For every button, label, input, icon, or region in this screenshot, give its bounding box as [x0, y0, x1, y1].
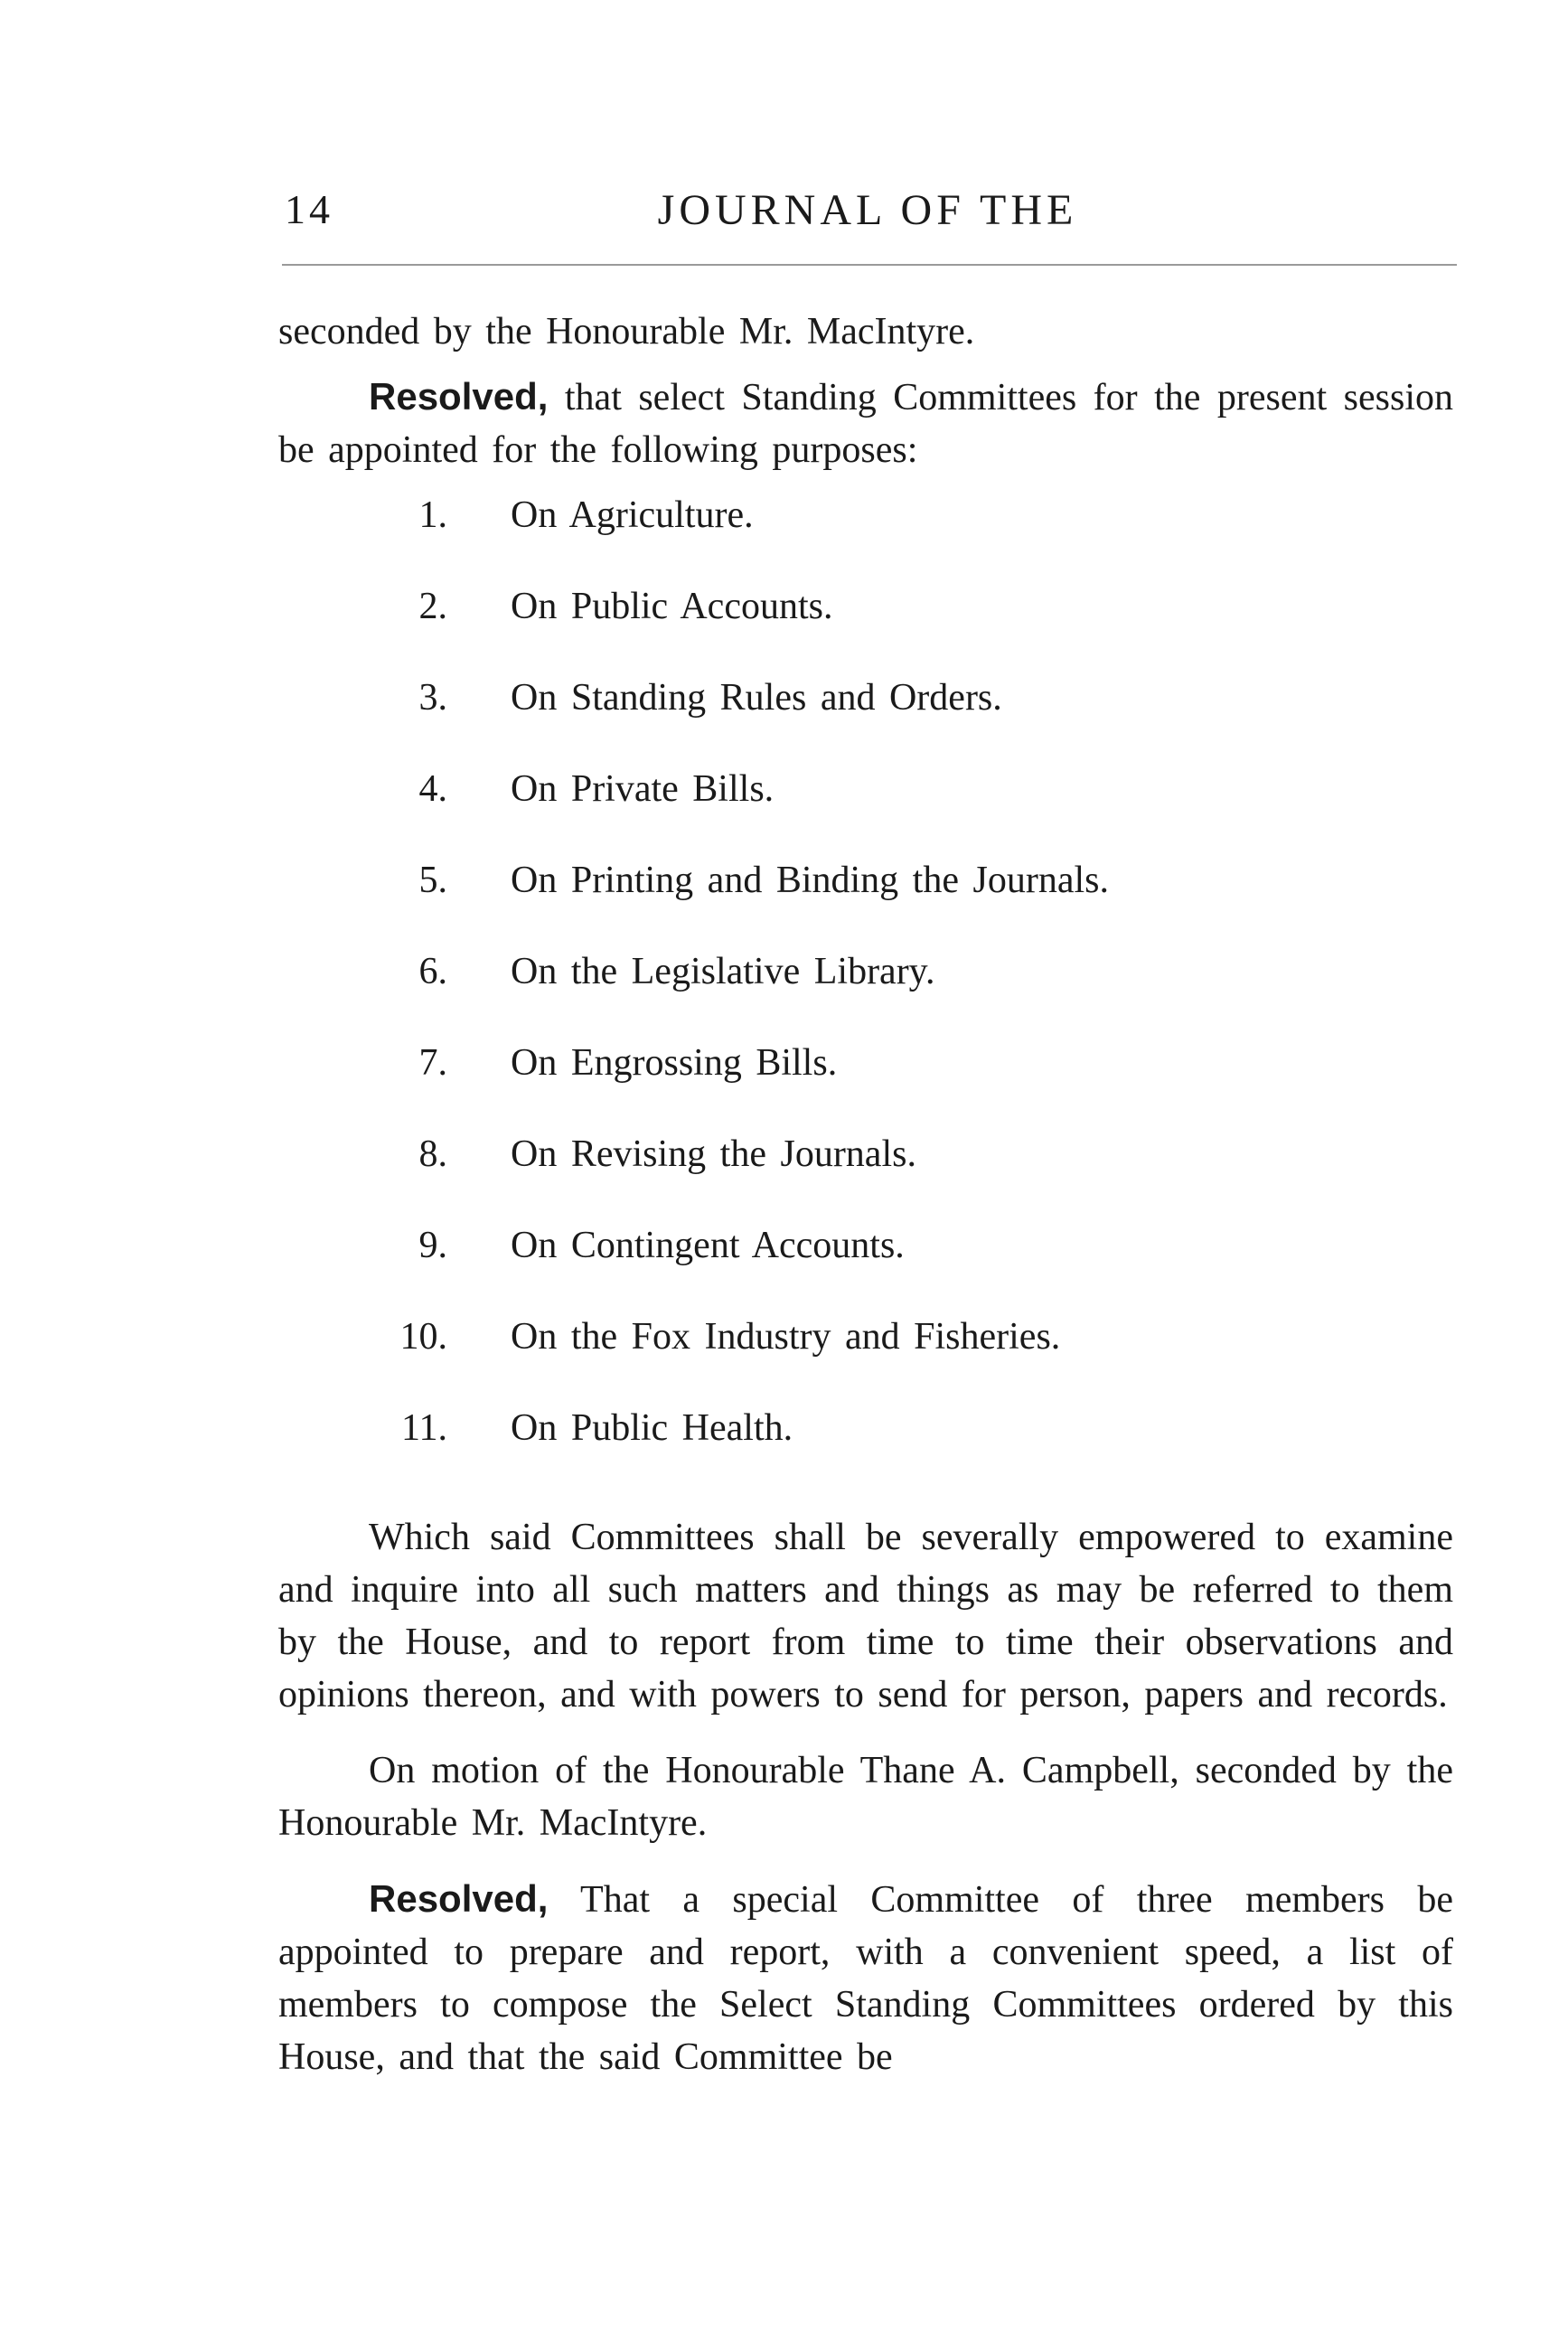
- item-text: On Engrossing Bills.: [511, 1042, 838, 1084]
- list-item: [278, 1219, 1453, 1311]
- motion-paragraph: On motion of the Honourable Thane A. Campbell, seconded by the Honourable Mr. MacIntyre.: [278, 1750, 1453, 1844]
- list-item: [278, 1128, 1453, 1219]
- item-number: 4.: [418, 768, 447, 810]
- item-number: 6.: [418, 951, 447, 992]
- item-text: On the Legislative Library.: [511, 951, 935, 992]
- list-item: [278, 1311, 1453, 1402]
- item-text: On Public Accounts.: [511, 586, 833, 627]
- item-number: 10.: [399, 1316, 447, 1358]
- which-paragraph: Which said Committees shall be severally empowered to examine and inquire into all such matters and things as may be referred to them by the House, and to report from time to time their observations and opinions thereon, and with powers to send for person, papers and records.: [278, 1517, 1453, 1716]
- resolved-text: That a special Committee of three members be appointed to prepare and report, with a convenient speed, a list of members to compose the Select Standing Committees ordered by this House, and that the said Committee be: [278, 1879, 1454, 2078]
- item-number: 7.: [418, 1042, 447, 1084]
- resolved-label: Resolved,: [369, 1877, 549, 1920]
- committee-list: [278, 489, 1453, 1493]
- list-item: [278, 1037, 1453, 1128]
- list-item: [278, 580, 1453, 672]
- item-text: On Contingent Accounts.: [511, 1225, 905, 1266]
- item-number: 5.: [418, 860, 447, 901]
- item-text: On Agriculture.: [511, 494, 754, 536]
- list-item: [278, 1402, 1453, 1493]
- item-number: 8.: [418, 1133, 447, 1175]
- header-rule: [282, 264, 1457, 266]
- resolved-label: Resolved,: [369, 375, 549, 418]
- list-item: [278, 489, 1453, 580]
- item-text: On Private Bills.: [511, 768, 775, 810]
- page-header: [285, 185, 1451, 249]
- item-text: On Revising the Journals.: [511, 1133, 916, 1175]
- page-number: 14: [285, 186, 333, 232]
- item-text: On Public Health.: [511, 1407, 793, 1449]
- page-body: [278, 306, 1453, 2083]
- item-text: On Printing and Binding the Journals.: [511, 860, 1109, 901]
- intro-line: seconded by the Honourable Mr. MacIntyre.: [278, 311, 975, 352]
- item-text: On Standing Rules and Orders.: [511, 677, 1002, 719]
- resolved-special-paragraph: [278, 1873, 1453, 2083]
- item-number: 2.: [418, 586, 447, 627]
- item-number: 3.: [418, 677, 447, 719]
- resolved-text: that select Standing Committees for the present session be appointed for the following purposes:: [278, 377, 1453, 471]
- list-item: [278, 763, 1453, 854]
- item-number: 11.: [401, 1407, 447, 1449]
- list-item: [278, 854, 1453, 945]
- item-text: On the Fox Industry and Fisheries.: [511, 1316, 1061, 1358]
- list-item: [278, 945, 1453, 1037]
- list-item: [278, 672, 1453, 763]
- item-number: 1.: [418, 494, 447, 536]
- item-number: 9.: [418, 1225, 447, 1266]
- running-title: JOURNAL OF THE: [657, 186, 1078, 234]
- resolved-paragraph: [278, 371, 1453, 476]
